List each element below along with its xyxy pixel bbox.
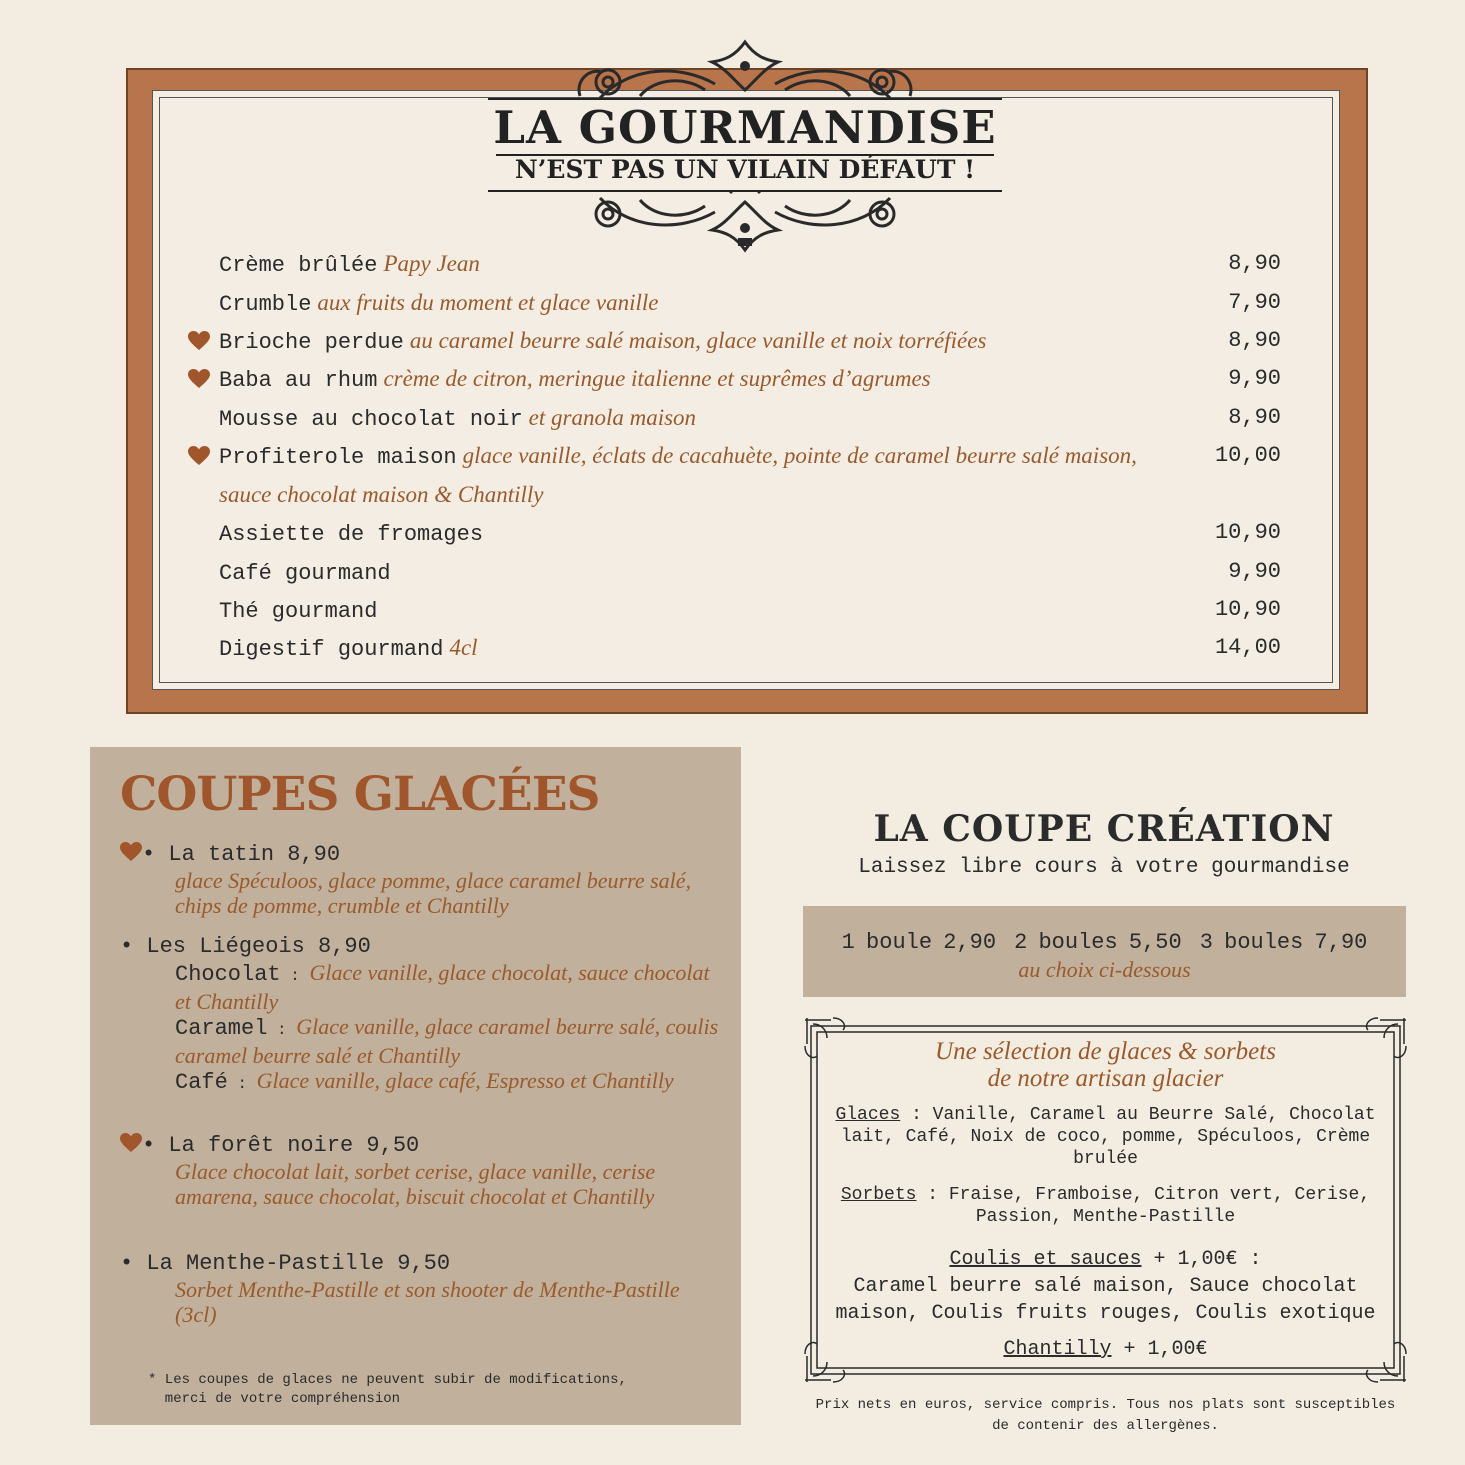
menu-subtitle: N’EST PAS UN VILAIN DÉFAUT ! [496, 154, 994, 184]
boules-note: au choix ci-dessous [1018, 957, 1191, 982]
dessert-row [219, 437, 1281, 475]
dessert-name: Assiette de fromages [219, 522, 484, 547]
coupe-name: • La forêt noire 9,50 [142, 1133, 420, 1158]
dessert-desc: crème de citron, meringue italienne et suprêmes d’agrumes [383, 366, 931, 391]
dessert-name: Mousse au chocolat noir [219, 407, 523, 432]
dessert-desc: Papy Jean [383, 251, 480, 276]
coupes-note: * Les coupes de glaces ne peuvent subir de modifications, merci de votre compréhension [148, 1372, 627, 1407]
dessert-price: 10,00 [1214, 443, 1281, 468]
dessert-desc-continued: sauce chocolat maison & Chantilly [219, 482, 544, 507]
boule-2-price: 2 boules 5,50 [1014, 930, 1182, 955]
footer-note [803, 1395, 1408, 1437]
boules-prices [803, 930, 1406, 955]
dessert-price: 14,00 [1214, 635, 1281, 660]
heart-icon [188, 369, 210, 389]
boule-3-price: 3 boules 7,90 [1199, 930, 1368, 955]
dessert-name: Thé gourmand [219, 599, 378, 624]
coupe-desc: Glace chocolat lait, sorbet cerise, glace vanille, cerise amarena, sauce chocolat, biscuit chocolat et Chantilly [175, 1159, 656, 1209]
dessert-price: 9,90 [1228, 559, 1281, 584]
coupe-item [120, 1132, 720, 1209]
dessert-row [219, 629, 1281, 667]
dessert-desc: et granola maison [528, 405, 697, 430]
dessert-row [219, 591, 1281, 629]
coupe-item [120, 933, 720, 1097]
coupe-desc: Sorbet Menthe-Pastille et son shooter de Menthe-Pastille (3cl) [175, 1277, 680, 1327]
glaces-label: Glaces [835, 1105, 901, 1125]
coupe-name: • Les Liégeois 8,90 [120, 934, 371, 959]
chantilly-price: + 1,00€ [1123, 1338, 1208, 1361]
heart-icon [188, 331, 210, 351]
dessert-name: Digestif gourmand [219, 637, 444, 662]
separator: : [227, 1075, 257, 1093]
selection-title-line: de notre artisan glacier [987, 1065, 1224, 1092]
dessert-desc: 4cl [449, 635, 478, 660]
dessert-row [219, 399, 1281, 437]
dessert-row [219, 553, 1281, 591]
dessert-price: 7,90 [1228, 290, 1281, 315]
coupes-title: COUPES GLACÉES [120, 767, 600, 822]
liegeois-chocolat-desc: Glace vanille, glace chocolat, sauce chocolat et Chantilly [175, 960, 710, 1014]
coulis-price: + 1,00€ : [1153, 1248, 1262, 1271]
coulis-block [818, 1246, 1393, 1327]
dessert-price: 10,90 [1214, 597, 1281, 622]
selection-title-line: Une sélection de glaces & sorbets [935, 1038, 1276, 1065]
coupe-desc [120, 960, 720, 1097]
dessert-row [219, 514, 1281, 552]
heart-icon [188, 446, 210, 466]
dessert-desc: aux fruits du moment et glace vanille [317, 290, 659, 315]
glaces-list: : Vanille, Caramel au Beurre Salé, Chocolat lait, Café, Noix de coco, pomme, Spéculoos, Crème brulée [840, 1105, 1376, 1169]
coupe-name: • La tatin 8,90 [142, 842, 341, 867]
dessert-row [219, 284, 1281, 322]
selection-title [818, 1038, 1393, 1092]
title-banner [488, 98, 1002, 192]
dessert-name: Crumble [219, 292, 312, 317]
dessert-row [219, 245, 1281, 283]
coupe-desc: glace Spéculoos, glace pomme, glace caramel beurre salé, chips de pomme, crumble et Chantilly [175, 868, 692, 918]
coupe-name: • La Menthe-Pastille 9,50 [120, 1251, 451, 1276]
liegeois-caramel-desc: Glace vanille, glace caramel beurre salé, coulis caramel beurre salé et Chantilly [175, 1014, 719, 1068]
sorbets-label: Sorbets [840, 1185, 917, 1205]
dessert-row [219, 322, 1281, 360]
dessert-name: Profiterole maison [219, 445, 457, 470]
liegeois-chocolat-label: Chocolat [175, 962, 281, 987]
footer-line: Prix nets en euros, service compris. Tous nos plats sont susceptibles [815, 1397, 1396, 1413]
dessert-price: 10,90 [1214, 520, 1281, 545]
sorbets-block [818, 1184, 1393, 1228]
liegeois-cafe-desc: Glace vanille, glace café, Espresso et Chantilly [256, 1068, 674, 1093]
separator: : [280, 967, 310, 985]
dessert-desc: au caramel beurre salé maison, glace vanille et noix torréfiées [409, 328, 987, 353]
chantilly-block [818, 1336, 1393, 1363]
coupe-item [120, 841, 720, 918]
chantilly-label: Chantilly [1003, 1338, 1112, 1361]
dessert-price: 8,90 [1228, 405, 1281, 430]
dessert-name: Brioche perdue [219, 330, 404, 355]
dessert-name: Baba au rhum [219, 368, 378, 393]
coupe-head [120, 841, 720, 868]
coupe-head [120, 1132, 720, 1159]
coupe-item [120, 1250, 720, 1327]
coupes-panel [90, 747, 741, 1425]
heart-icon [120, 842, 142, 862]
liegeois-caramel-label: Caramel [175, 1016, 268, 1041]
coulis-list: Caramel beurre salé maison, Sauce chocolat maison, Coulis fruits rouges, Coulis exotique [835, 1275, 1376, 1325]
separator: : [267, 1021, 297, 1039]
dessert-price: 8,90 [1228, 251, 1281, 276]
creation-title: LA COUPE CRÉATION [873, 808, 1335, 850]
dessert-name: Crème brûlée [219, 253, 378, 278]
dessert-name: Café gourmand [219, 561, 391, 586]
footer-line: de contenir des allergènes. [992, 1418, 1219, 1434]
dessert-price: 8,90 [1228, 328, 1281, 353]
coulis-label: Coulis et sauces [949, 1248, 1142, 1271]
selection-content [818, 1038, 1393, 1363]
creation-subtitle: Laissez libre cours à votre gourmandise [858, 856, 1350, 879]
menu-title: LA GOURMANDISE [493, 101, 997, 154]
heart-icon [120, 1133, 142, 1153]
dessert-row [219, 360, 1281, 398]
dessert-price: 9,90 [1228, 366, 1281, 391]
liegeois-cafe-label: Café [175, 1070, 228, 1095]
glaces-block [818, 1104, 1393, 1170]
sorbets-list: : Fraise, Framboise, Citron vert, Cerise, Passion, Menthe-Pastille [927, 1185, 1371, 1227]
boule-1-price: 1 boule 2,90 [841, 930, 997, 955]
boules-box [803, 906, 1406, 997]
dessert-desc: glace vanille, éclats de cacahuète, pointe de caramel beurre salé maison, [462, 443, 1137, 468]
